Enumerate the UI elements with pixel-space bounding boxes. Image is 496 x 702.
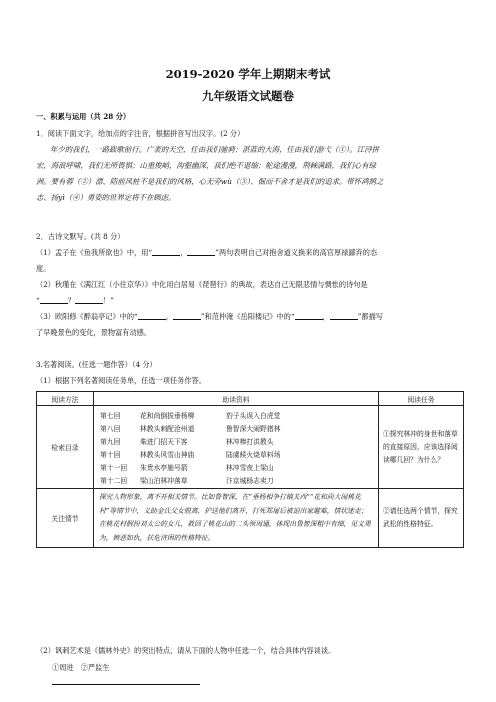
chapter-title: 鲁智深大闹野猪林 [226,424,281,433]
q1-line-1: 年少的我们，一路跋歌前行。广袤的天空，任由我们驰骋；湛蓝的大海，任由我们游弋（①）。江浔拼 [50,145,379,154]
table-header-row [37,392,464,406]
q1-line-2: 宏，海浪呼啸，我们无所畏惧；山重俊峭，沟壑幽深，我们绝不退缩；舵途漫漫，荆棘满路，我们心有绿 [36,161,376,170]
table-header: 助读资料 [94,392,379,406]
chapter-number: 第九回 [100,437,121,446]
q1-line-3: 洲。要有蓉（②）漂、隋前风桩不是我们的风格，心无旁wù（③）、倔而不舍才是我们的追求。带怀鸿鹄之 [36,177,384,186]
table-row [37,406,464,489]
q2-text: ， [180,248,188,257]
answer-blank[interactable] [152,246,180,256]
chapter-number: 第八回 [100,424,121,433]
chapter-title: 梁山泊林冲落草 [140,476,188,485]
q2-text: ！” [102,296,114,305]
chapter-title: 汴京城杨志卖刀 [226,476,274,485]
table-header: 阅读方法 [37,392,94,406]
q2-text: ， [165,312,173,321]
chapter-title: 林冲雪夜上梁山 [226,463,274,472]
answer-blank[interactable] [187,246,215,256]
chapter-row [100,408,378,421]
chapter-number: 第十一回 [100,463,128,472]
chapter-title: 豹子头误入白虎堂 [226,411,281,420]
chapter-number: 第十二回 [100,476,128,485]
q1-line-4: 志、扬yì（④）勇姿的世界定将不在顾虑。 [36,193,176,202]
q2-text: ”都描写 [357,312,383,321]
exam-subtitle: 九年级语文试题卷 [202,89,294,103]
chapter-row [100,473,378,486]
answer-blank[interactable] [40,294,68,304]
answer-blank[interactable] [295,310,323,320]
answer-blank[interactable] [173,310,201,320]
plot-description: 探究人物形象，离不开相关情节。比如鲁智深，在“垂杨相争打镇关西”“花和尚大闹桃花村”等情节中，义助金氏父女脱离，护送他们离开，打死郑屠后被迫出家避难，情状迷走；在桃花村假扮刘太公的女儿，救回了桃花山的二头领周通，体现出鲁智深粗中有细，见义勇为，嫉恶如仇，扶危济困的性格特征。 [94,489,379,548]
chapter-number: 第七回 [100,411,121,420]
exam-title: 2019-2020 学年上期期末考试 [165,67,331,81]
method-cell: 关注情节 [37,489,94,548]
q3-prompt: 3.名著阅读。(任选一题作答）（4 分） [36,360,157,369]
q2-text: ”和范仲淹《岳阳楼记》中的“ [200,312,295,321]
q2-item-2: （2）秋瑾在《满江红（小住京华）》中化用白居易《琵琶行》的典故，表达自己无限悲情与惆怅的诗句是 [36,280,368,289]
q3-sub-2: （2）讽刺艺术是《儒林外史》的突出特点，请从下面的人物中任选一个，结合具体内容谈谈。 [36,646,336,655]
chapter-title: 花和尚倒拔垂杨柳 [140,411,195,420]
chapter-title: 林冲棒打洪教头 [226,437,274,446]
q2-item-3 [36,310,464,324]
table-row [37,489,464,548]
q2-prompt: 2．古诗文默写。(共 8 分） [36,232,125,241]
q2-text: ？ [67,296,75,305]
q3-options: ①周进 ②严监生 [52,663,110,672]
section-heading: 一、积累与运用（共 28 分） [36,112,131,121]
reading-task-table [36,391,464,548]
chapter-title: 柴进门招天下客 [140,437,188,446]
chapter-row [100,460,378,473]
answer-line[interactable] [52,684,200,685]
q2-item-2-cont [36,294,464,308]
q2-text: （3）欧阳修《醉翁亭记》中的“ [36,312,138,321]
chapter-title: 朱贵水亭施号箭 [140,463,188,472]
chapter-number: 第十回 [100,450,121,459]
table-header: 阅读任务 [379,392,464,406]
answer-blank[interactable] [138,310,166,320]
q2-text: （1）孟子在《鱼我所欲也》中，用“ [36,248,153,257]
answer-blank[interactable] [75,294,103,304]
q2-item-1-cont: 度。 [36,264,51,273]
q2-text: ”两句表明自己对抱舍道义换来的高官厚禄鄙弃的态 [215,248,378,257]
chapter-title: 陆虞候火烧草料场 [226,450,281,459]
q1-prompt: 1．阅读下面文字，给加点的字注音，根据拼音写出汉字。(2 分） [36,129,245,138]
method-cell: 检索目录 [37,406,94,489]
chapter-row [100,447,378,460]
chapter-title: 林教头风雪山神庙 [140,450,195,459]
task-cell: ①探究林冲的身世和落草的直接原因，应该选择阅读哪几回？为什么？ [379,406,464,489]
chapter-title: 林教头刺配沧州道 [140,424,195,433]
answer-blank[interactable] [330,310,358,320]
chapter-row [100,421,378,434]
q2-item-3-cont: 了早晚景色的变化，景物富有动感。 [36,328,152,337]
q2-item-1 [36,246,464,260]
chapter-row [100,434,378,447]
task-cell: ②请任选两个情节，探究武松的性格特征。 [379,489,464,548]
q2-text: ， [322,312,330,321]
chapter-list [94,406,379,489]
q3-sub-1: （1）根据下列名著阅读任务单，任选一项任务作答。 [36,376,206,385]
q2-text: “ [36,296,40,305]
